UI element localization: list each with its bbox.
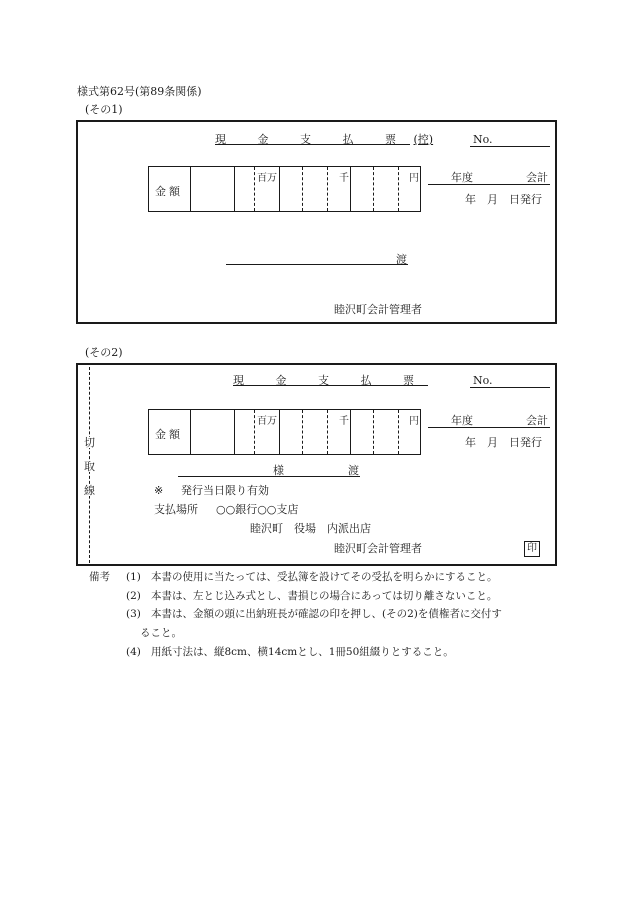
part2-unit-million: 百万 — [257, 416, 277, 427]
part1-payee-suffix: 渡 — [396, 253, 407, 266]
part2-year-line — [428, 427, 550, 428]
part1-unit-million: 百万 — [257, 173, 277, 184]
part1-no-line — [470, 146, 550, 147]
validity-text: 発行当日限り有効 — [181, 484, 269, 497]
part2-title: 現 金 支 払 票 — [233, 374, 428, 387]
part1-payee-line — [226, 264, 408, 265]
part2-account: 会計 — [526, 414, 548, 427]
validity-mark: ※ — [154, 484, 164, 497]
part1-fiscal-year: 年度 — [451, 171, 473, 184]
note-1-text: 本書の使用に当たっては、受払簿を設けてその受払を明らかにすること。 — [151, 571, 498, 583]
form-id: 様式第62号(第89条関係) — [77, 85, 202, 98]
part1-issue-date: 年 月 日発行 — [465, 193, 542, 206]
notes-label: 備考 — [89, 571, 110, 583]
part1-year-line — [428, 184, 550, 185]
part2-no-label: No. — [473, 374, 493, 387]
cut-line-char-2: 取 — [84, 460, 95, 473]
cut-line-char-3: 線 — [84, 484, 95, 497]
note-3-cont: ること。 — [140, 627, 182, 639]
pay-place: ○○銀行○○支店 — [216, 503, 299, 516]
part2-no-line — [470, 387, 550, 388]
part2-issue-date: 年 月 日発行 — [465, 436, 542, 449]
part1-unit-yen: 円 — [409, 173, 419, 184]
note-3-text: 本書は、金額の頭に出納班長が確認の印を押し、(その2)を債権者に交付す — [151, 608, 502, 620]
note-2-num: (2) — [126, 590, 141, 602]
part1-label: (その1) — [85, 103, 123, 116]
part1-unit-thousand: 千 — [339, 173, 349, 184]
part2-honorific: 様 — [273, 464, 284, 477]
note-3-num: (3) — [126, 608, 141, 620]
part1-no-label: No. — [473, 133, 493, 146]
cut-line-char-1: 切 — [84, 436, 95, 449]
note-4-text: 用紙寸法は、縦8cm、横14cmとし、1冊50組綴りとすること。 — [151, 646, 454, 658]
part1-amount-grid — [148, 166, 421, 212]
part2-fiscal-year: 年度 — [451, 414, 473, 427]
part1-title: 現 金 支 払 票 (控) — [215, 133, 434, 146]
part2-amount-grid — [148, 409, 421, 455]
part1-box — [76, 120, 557, 324]
note-2-text: 本書は、左とじ込み式とし、書損じの場合にあっては切り離さないこと。 — [151, 590, 498, 602]
part1-account: 会計 — [526, 171, 548, 184]
part2-payee-suffix: 渡 — [348, 464, 359, 477]
branch-office: 睦沢町 役場 内派出店 — [250, 522, 371, 535]
note-1-num: (1) — [126, 571, 141, 583]
part2-label: (その2) — [85, 346, 123, 359]
part2-unit-yen: 円 — [409, 416, 419, 427]
note-4-num: (4) — [126, 646, 141, 658]
part2-amount-label: 金額 — [155, 428, 183, 441]
part2-payee-line — [178, 476, 360, 477]
pay-place-label: 支払場所 — [154, 503, 198, 516]
part2-box — [76, 363, 557, 566]
part1-amount-label: 金額 — [155, 185, 183, 198]
part2-unit-thousand: 千 — [339, 416, 349, 427]
part1-manager: 睦沢町会計管理者 — [334, 303, 422, 316]
seal-mark: 印 — [524, 541, 540, 557]
part2-manager: 睦沢町会計管理者 — [334, 542, 422, 555]
